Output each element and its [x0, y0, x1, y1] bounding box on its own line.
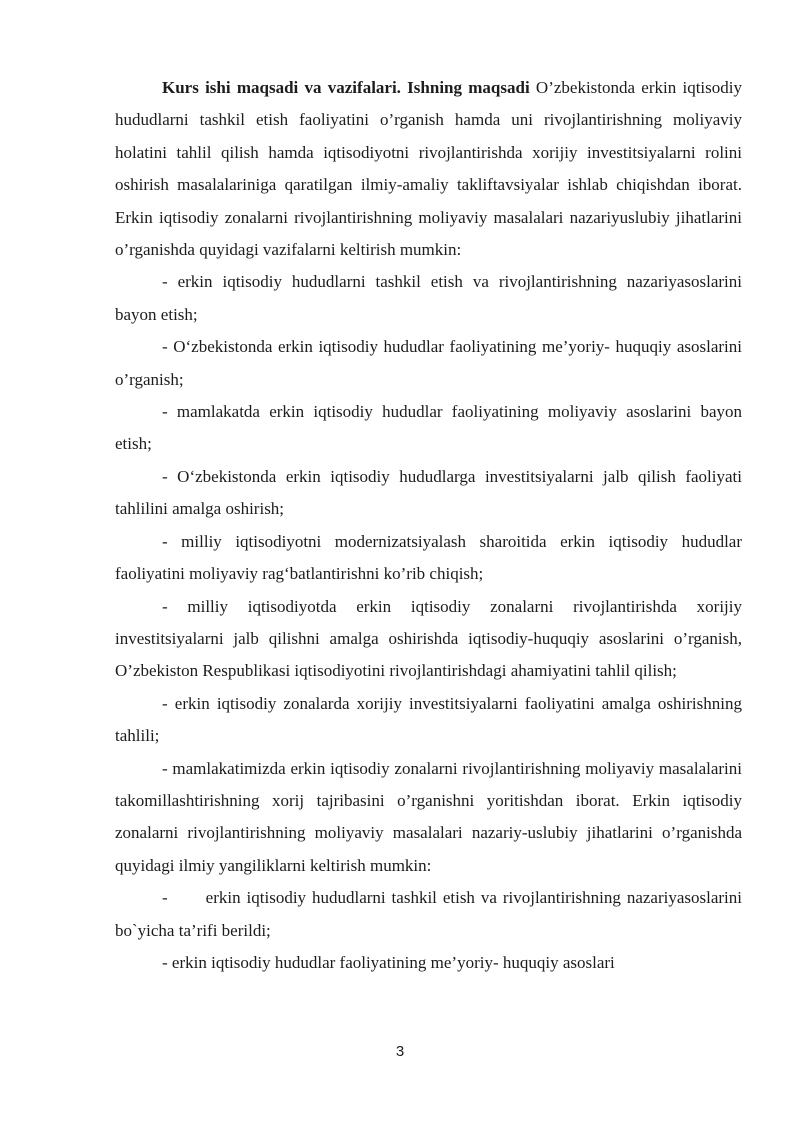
task-item-6: - milliy iqtisodiyotda erkin iqtisodiy zonalarni rivojlantirishda xorijiy investitsiyalarni jalb qilishni amalga oshirishda iqtisodiy-huquqiy asoslarini o’rganish, O’zbekiston Respublikasi iqtisodiyotini rivojlantirishdagi ahamiyatini tahlil qilish; — [115, 596, 742, 681]
novelty-item-1-dash: - — [162, 888, 168, 908]
intro-paragraph — [115, 72, 742, 266]
task-item-2: - O‘zbekistonda erkin iqtisodiy hududlar faoliyatining me’yoriy- huquqiy asoslarini o’rganish; — [115, 337, 742, 389]
intro-text: O’zbekistonda erkin iqtisodiy hududlarni tashkil etish faoliyatini o’rganish hamda uni rivojlantirishning moliyaviy holatini tahlil qilish hamda iqtisodiyotni rivojlantirishda xorijiy investitsiyalarni rolini oshirish masalalariniga qaratilgan ilmiy-amaliy takliftavsiyalar ishlab chiqishdan iborat. Erkin iqtisodiy zonalarni rivojlantirishning moliyaviy masalalari nazariyuslubiy jihatlarini o’rganishda quyidagi vazifalarni keltirish mumkin: — [115, 78, 742, 260]
novelty-item-1 — [115, 882, 742, 947]
novelty-item-1-text: erkin iqtisodiy hududlarni tashkil etish va rivojlantirishning nazariyasoslarini bo`yicha ta’rifi berildi; — [115, 888, 742, 940]
intro-bold-heading: Kurs ishi maqsadi va vazifalari. Ishning maqsadi — [162, 78, 530, 97]
task-item-7: - erkin iqtisodiy zonalarda xorijiy investitsiyalarni faoliyatini amalga oshirishning tahlili; — [115, 693, 742, 746]
novelty-item-2: - erkin iqtisodiy hududlar faoliyatining me’yoriy- huquqiy asoslari — [162, 952, 615, 972]
task-item-5: - milliy iqtisodiyotni modernizatsiyalash sharoitida erkin iqtisodiy hududlar faoliyatini moliyaviy rag‘batlantirishni ko’rib chiqish; — [115, 531, 742, 584]
task-item-3: - mamlakatda erkin iqtisodiy hududlar faoliyatining moliyaviy asoslarini bayon etish; — [115, 402, 742, 454]
task-item-8: - mamlakatimizda erkin iqtisodiy zonalarni rivojlantirishning moliyaviy masalalarini takomillashtirishning xorij tajribasini o’rganishni yoritishdan iborat. Erkin iqtisodiy zonalarni rivojlantirishning moliyaviy masalalari nazariy-uslubiy jihatlarini o’rganishda quyidagi ilmiy yangiliklarni keltirish mumkin: — [115, 758, 742, 875]
task-item-1: - erkin iqtisodiy hududlarni tashkil etish va rivojlantirishning nazariyasoslarini bayon etish; — [115, 272, 742, 324]
document-body — [115, 72, 742, 979]
page-number: 3 — [395, 1043, 405, 1060]
task-item-4: - O‘zbekistonda erkin iqtisodiy hududlarga investitsiyalarni jalb qilish faoliyati tahlilini amalga oshirish; — [115, 466, 742, 519]
